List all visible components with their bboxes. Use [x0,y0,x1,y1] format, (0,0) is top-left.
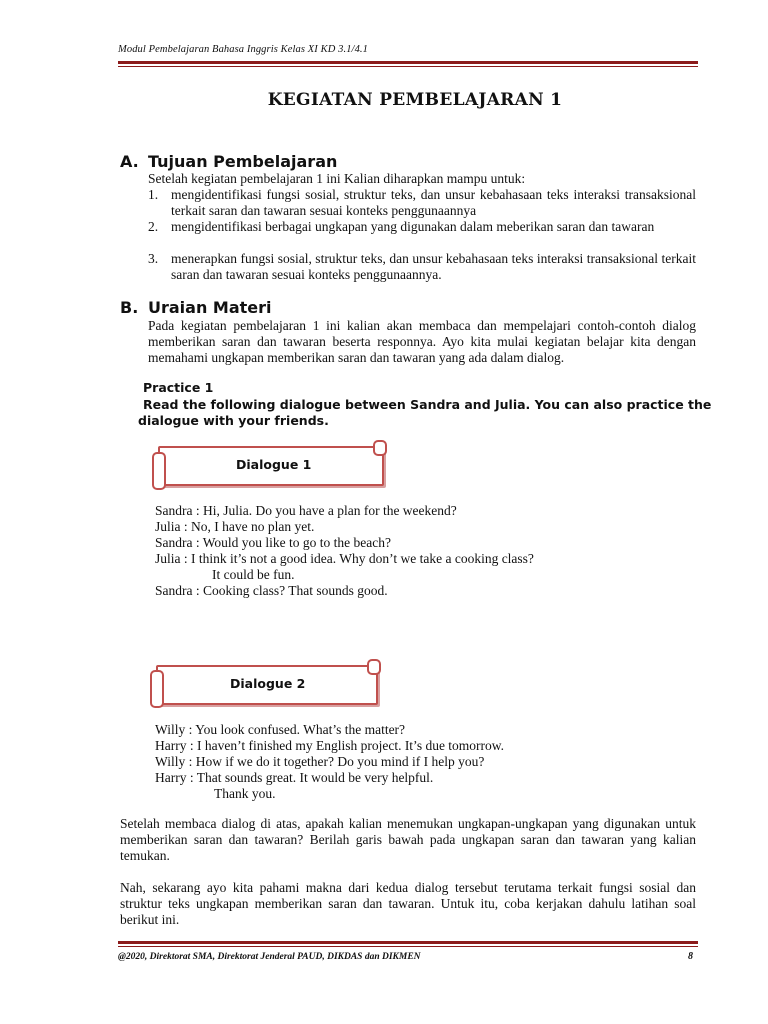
dialogue-1-scroll-curl-right [373,440,387,456]
closing-paragraph-2: Nah, sekarang ayo kita pahami makna dari kedua dialog tersebut terutama terkait fungsi sosial dan struktur teks ungkapan memberikan saran dan tawaran. Untuk itu, coba kerjakan dahulu latihan soal berikut ini. [120,880,696,927]
objective-number: 3. [148,251,159,266]
dialogue-line: Sandra : Would you like to go to the beach? [155,535,391,550]
dialogue-line: Willy : How if we do it together? Do you mind if I help you? [155,754,485,769]
footer-rule-thick [118,941,698,944]
practice-instruction-line1: Read the following dialogue between Sandra and Julia. You can also practice the [143,397,712,412]
dialogue-line: It could be fun. [212,567,295,582]
page-title: KEGIATAN PEMBELAJARAN 1 [267,90,563,110]
header-rule-thin [118,66,698,67]
objective-text: mengidentifikasi berbagai ungkapan yang digunakan dalam meberikan saran dan tawaran [171,219,655,234]
objective-text: mengidentifikasi fungsi sosial, struktur teks, dan unsur kebahasaan teks interaksi transaksional terkait saran dan tawaran sesuai konteks penggunaannya [171,187,696,218]
dialogue-line: Willy : You look confused. What’s the matter? [155,722,406,737]
dialogue-line: Sandra : Cooking class? That sounds good. [155,583,388,598]
dialogue-1-label: Dialogue 1 [236,457,312,472]
dialogue-line: Julia : I think it’s not a good idea. Why don’t we take a cooking class? [155,551,534,566]
objective-number: 2. [148,219,159,234]
dialogue-line: Harry : That sounds great. It would be very helpful. [155,770,434,785]
dialogue-line: Sandra : Hi, Julia. Do you have a plan for the weekend? [155,503,457,518]
objective-item [148,187,696,219]
section-a-title: Tujuan Pembelajaran [148,152,338,171]
header-rule-thick [118,61,698,64]
page-number: 8 [688,951,693,962]
practice-title: Practice 1 [143,380,214,395]
footer-rule-thin [118,946,698,947]
section-b-heading [120,298,272,317]
objective-item [148,219,696,235]
dialogue-2-scroll-curl-right [367,659,381,675]
footer-copyright: @2020, Direktorat SMA, Direktorat Jenderal PAUD, DIKDAS dan DIKMEN [118,952,421,962]
practice-instruction-line2: dialogue with your friends. [138,413,329,428]
dialogue-line: Harry : I haven’t finished my English project. It’s due tomorrow. [155,738,505,753]
section-b-letter: B. [120,298,139,317]
dialogue-1-scroll-curl-left [152,452,166,490]
section-a-letter: A. [120,152,139,171]
dialogue-line: Thank you. [214,786,276,801]
closing-paragraph-1: Setelah membaca dialog di atas, apakah kalian menemukan ungkapan-ungkapan yang digunakan untuk memberikan saran dan tawaran? Berilah garis bawah pada ungkapan saran dan tawaran yang kalian temukan. [120,816,696,863]
section-a-heading [120,152,337,171]
objective-text: menerapkan fungsi sosial, struktur teks, dan unsur kebahasaan teks interaksi transaksional terkait saran dan tawaran sesuai konteks penggunaannya. [171,251,696,282]
running-header: Modul Pembelajaran Bahasa Inggris Kelas XI KD 3.1/4.1 [118,44,368,55]
section-b-title: Uraian Materi [148,298,272,317]
section-b-paragraph: Pada kegiatan pembelajaran 1 ini kalian akan membaca dan mempelajari contoh-contoh dialog memberikan saran dan tawaran beserta responnya. Ayo kita mulai kegiatan belajar kita dengan memahami ungkapan memberikan saran dan tawaran yang ada dalam dialog. [148,318,696,365]
dialogue-2-label: Dialogue 2 [230,676,306,691]
dialogue-2-scroll-curl-left [150,670,164,708]
objective-number: 1. [148,187,159,202]
objective-item [148,251,696,283]
section-a-intro: Setelah kegiatan pembelajaran 1 ini Kalian diharapkan mampu untuk: [148,171,526,186]
dialogue-line: Julia : No, I have no plan yet. [155,519,315,534]
